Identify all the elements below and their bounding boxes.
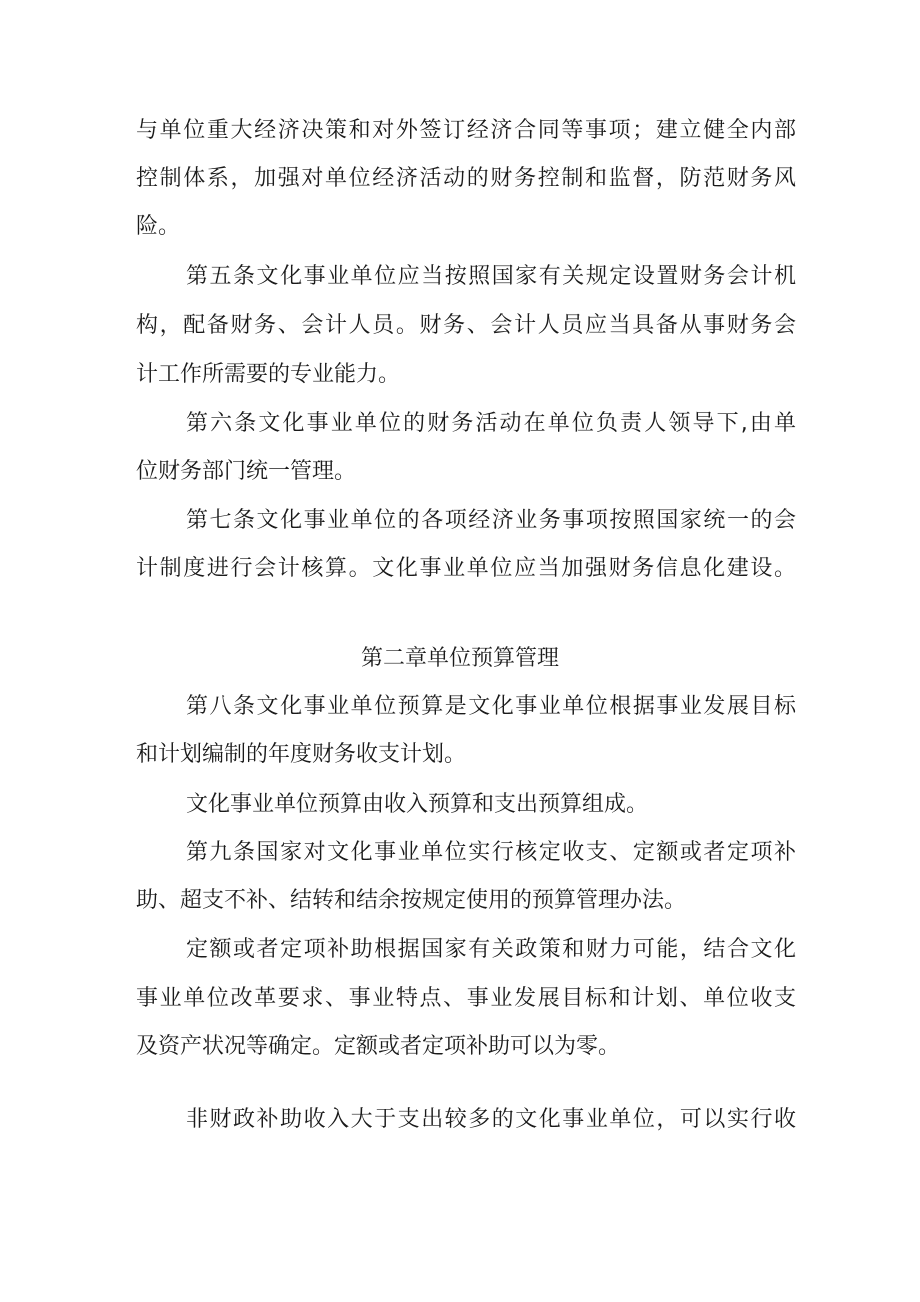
article-5-line: 第五条文化事业单位应当按照国家有关规定设置财务会计机 [186,264,796,289]
text-line: 控制体系，加强对单位经济活动的财务控制和监督，防范财务风 [136,166,796,191]
text-line: 助、超支不补、结转和结余按规定使用的预算管理办法。 [136,888,687,913]
text-line: 与单位重大经济决策和对外签订经济合同等事项；建立健全内部 [136,118,796,143]
article-7-line: 第七条文化事业单位的各项经济业务事项按照国家统一的会 [186,508,796,533]
chapter-heading: 第二章单位预算管理 [360,646,559,671]
text-line: 和计划编制的年度财务收支计划。 [136,742,467,767]
text-line: 定额或者定项补助根据国家有关政策和财力可能，结合文化 [186,937,796,962]
text-line: 位财务部门统一管理。 [136,459,357,484]
text-line: 及资产状况等确定。定额或者定项补助可以为零。 [136,1034,621,1059]
text-line: 计工作所需要的专业能力。 [136,362,401,387]
article-6-line: 第六条文化事业单位的财务活动在单位负责人领导下,由单 [186,411,796,436]
text-line: 事业单位改革要求、事业特点、事业发展目标和计划、单位收支 [136,986,796,1011]
text-line: 计制度进行会计核算。文化事业单位应当加强财务信息化建设。 [136,556,796,581]
text-line: 非财政补助收入大于支出较多的文化事业单位，可以实行收 [186,1107,796,1132]
text-line: 构，配备财务、会计人员。财务、会计人员应当具备从事财务会 [136,313,796,338]
text-line: 险。 [136,214,181,239]
article-8-line: 第八条文化事业单位预算是文化事业单位根据事业发展目标 [186,694,796,719]
text-line: 文化事业单位预算由收入预算和支出预算组成。 [186,792,649,817]
article-9-line: 第九条国家对文化事业单位实行核定收支、定额或者定项补 [186,840,796,865]
